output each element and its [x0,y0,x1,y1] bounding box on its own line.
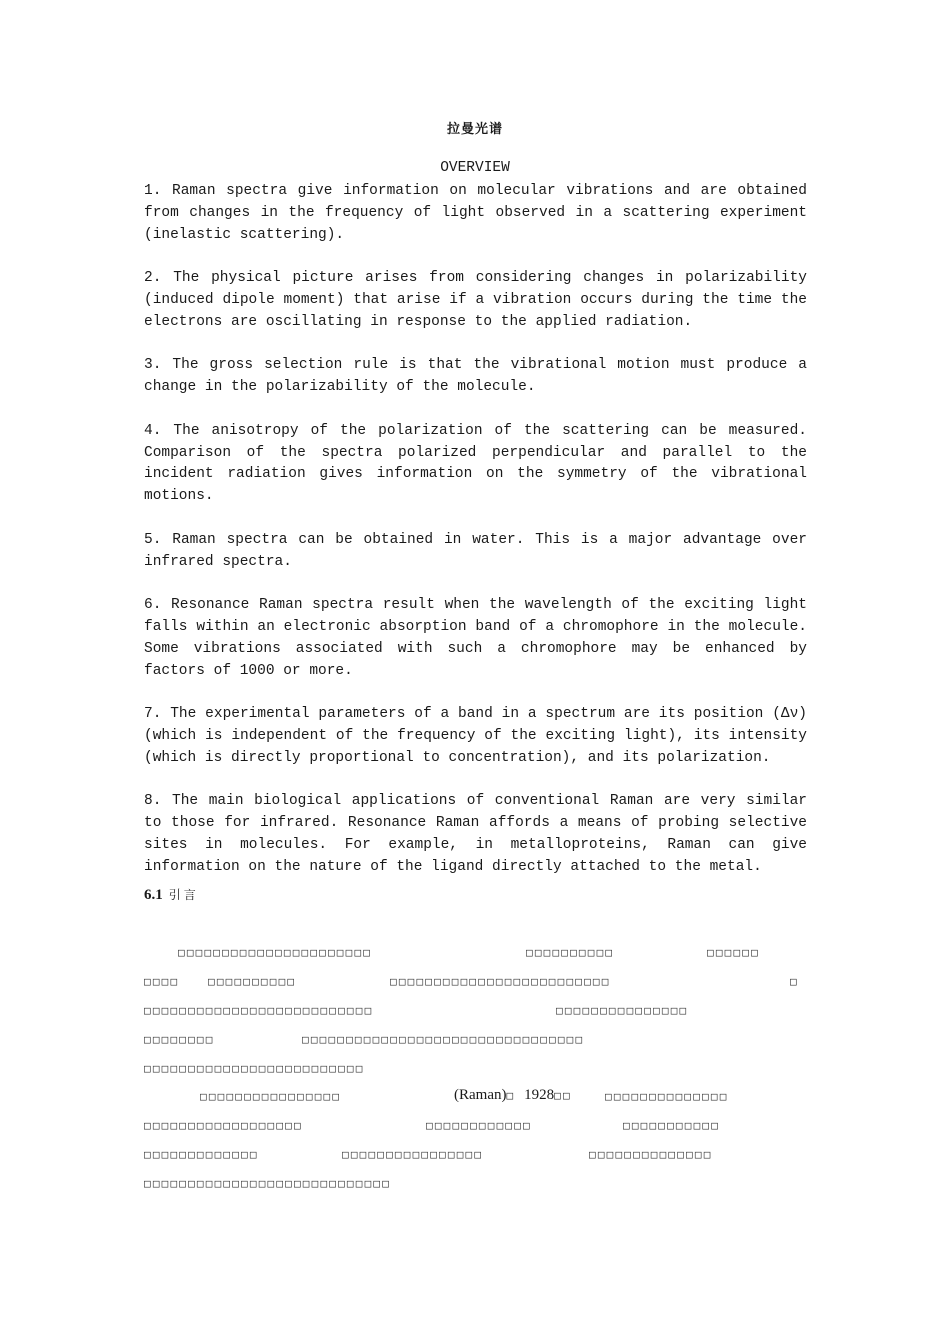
garbled-text: □ [790,975,799,988]
section-heading [144,886,199,904]
garbled-text: □□□□□□□□□□□□□□□□□□□□□□ [178,946,373,959]
garbled-text: □□ [554,1089,572,1102]
overview-item-3: 3. The gross selection rule is that the vibrational motion must produce a change in the polarizability of the molecule. [144,357,807,396]
garbled-text: □□□□□□ [707,946,760,959]
garbled-text: □□□□□□□□□□□□□□□□□□□□□□□□□□ [144,1004,374,1017]
overview-item-2: 2. The physical picture arises from considering changes in polarizability (induced dipole moment) that arise if a vibration occurs during the time the electrons are oscillating in response to the applied radiation. [144,270,807,330]
overview-heading: OVERVIEW [440,160,510,176]
garbled-text: □□□□□□□□□□□□□□□□□□□□□□□□□ [144,1062,365,1075]
garbled-text: □□□□□□□□□□ [208,975,297,988]
garbled-text: □□□□□□□□□□□□□□□□□□□□□□□□□□□□ [144,1177,392,1190]
garbled-text: □□□□□□□□□□□ [623,1119,721,1132]
section-number: 6.1 [144,887,163,903]
garbled-text: □□□□□□□□□□□□□□□□□□ [144,1119,303,1132]
overview-item-6: 6. Resonance Raman spectra result when the wavelength of the exciting light falls within an electronic absorption band of a chromophore in the molecule. Some vibrations associated with such a chromophore may be enhanced by factors of 1000 or more. [144,597,807,679]
overview-item-7: 7. The experimental parameters of a band in a spectrum are its position (Δν) (which is independent of the frequency of the exciting light), its intensity (which is directly proportional to concentration), and its polarization. [144,706,807,766]
garbled-text: □□□□□□□□ [144,1033,215,1046]
garbled-text: □□□□ [144,975,180,988]
inline-text [454,1087,572,1104]
raman-name: (Raman) [454,1087,507,1103]
garbled-text: □□□□□□□□□□□□ [426,1119,532,1132]
garbled-text: □□□□□□□□□□□□□□□□□□□□□□□□□ [390,975,611,988]
overview-list [144,181,807,900]
overview-item-4: 4. The anisotropy of the polarization of the scattering can be measured. Comparison of the spectra polarized perpendicular and parallel to the incident radiation gives information on the symmetry of the vibrational motions. [144,422,807,505]
overview-item-8: 8. The main biological applications of conventional Raman are very similar to those for infrared. Resonance Raman affords a means of probing selective sites in molecules. For example, in metalloproteins, Raman can give information on the nature of the ligand directly attached to the metal. [144,793,807,875]
document-title: 拉曼光谱 [446,122,503,137]
garbled-text: □□□□□□□□□□□□□□□□□□□□□□□□□□□□□□□□ [302,1033,585,1046]
overview-item-5: 5. Raman spectra can be obtained in water. This is a major advantage over infrared spectra. [144,531,807,570]
garbled-text: □□□□□□□□□□□□□□□□ [200,1090,342,1103]
garbled-text: □ [506,1089,516,1102]
garbled-text: □□□□□□□□□□□□□□ [589,1148,713,1161]
garbled-text: □□□□□□□□□□ [526,946,615,959]
garbled-text: □□□□□□□□□□□□□□□□ [342,1148,484,1161]
garbled-text: □□□□□□□□□□□□□□□ [556,1004,689,1017]
overview-item-1: 1. Raman spectra give information on molecular vibrations and are obtained from changes in the frequency of light observed in a scattering experiment (inelastic scattering). [144,183,807,243]
garbled-text: □□□□□□□□□□□□□ [144,1148,259,1161]
year: 1928 [524,1087,555,1103]
section-title: 引言 [168,888,199,902]
garbled-text: □□□□□□□□□□□□□□ [605,1090,729,1103]
